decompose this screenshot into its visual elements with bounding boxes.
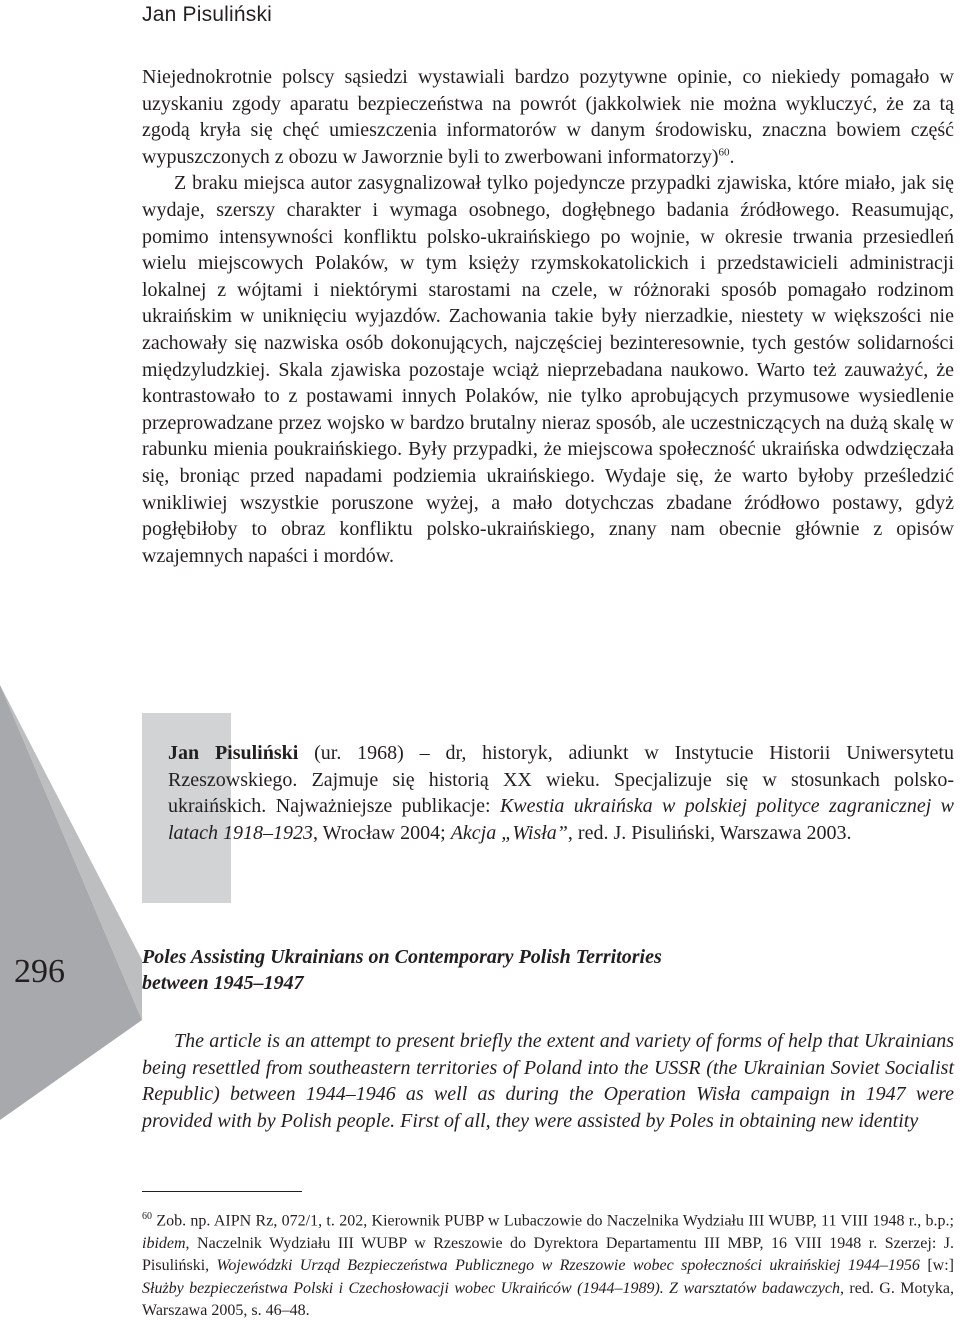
bio-author-name: Jan Pisuliński — [168, 742, 299, 764]
footnote-ref-60[interactable]: 60 — [718, 146, 730, 159]
english-title-line-2: between 1945–1947 — [142, 972, 304, 994]
footnote-number: 60 — [142, 1211, 152, 1222]
english-abstract: The article is an attempt to present briefly the extent and variety of forms of help that Ukrainians being resettled from southeastern territories of Poland into the USSR (the Ukrainian Soviet Socialist Republic) between 1944–1946 as well as during the Operation Wisła campaign in 1947 were provided with by Polish people. First of all, they were assisted by Poles in obtaining new identity — [142, 1030, 954, 1132]
author-bio: Jan Pisuliński (ur. 1968) – dr, historyk, adiunkt w Instytucie Historii Uniwersytetu Rzeszowskiego. Zajmuje się historią XX wieku. Specjalizuje się w stosunkach polsko-ukraińskich. Najważniejsze publikacje: Kwestia ukraińska w polskiej polityce zagranicznej w latach 1918–1923, Wrocław 2004; Akcja „Wisła”, red. J. Pisuliński, Warszawa 2003. — [168, 742, 954, 844]
running-head-author: Jan Pisuliński — [142, 3, 273, 26]
footnote-cited-title-1: Wojewódzki Urząd Bezpieczeństwa Publicznego w Rzeszowie wobec społeczności ukraińskiej 1944–1956 — [216, 1257, 920, 1275]
main-text — [142, 64, 954, 569]
footnote-cited-title-2: Służby bezpieczeństwa Polski i Czechosłowacji wobec Ukraińców (1944–1989). Z warsztatów badawczych — [142, 1279, 841, 1297]
page-number: 296 — [14, 953, 65, 990]
bio-book-1: Kwestia ukraińska w polskiej polityce zagranicznej w latach 1918–1923 — [168, 795, 954, 844]
bio-book-2: Akcja „Wisła” — [450, 821, 568, 844]
english-title — [142, 944, 954, 996]
paragraph-1: Niejednokrotnie polscy sąsiedzi wystawiali bardzo pozytywne opinie, co niekiedy pomagało w uzyskaniu zgody aparatu bezpieczeństwa na powrót (jakkolwiek nie można wykluczyć, że za tą zgodą kryła się chęć umieszczenia informatorów w danym środowisku, znaczna bowiem część wypuszczonych z obozu w Jaworznie byli to zwerbowani informatorzy)$^{60}$. — [142, 66, 954, 168]
paragraph-2: Z braku miejsca autor zasygnalizował tylko pojedyncze przypadki zjawiska, które miało, jak się wydaje, szerszy charakter i wymaga osobnego, dogłębnego badania źródłowego. Reasumując, pomimo intensywności konfliktu polsko-ukraińskiego po wojnie, w okresie trwania przesiedleń wielu miejscowych Polaków, w tym księży rzymskokatolickich i przedstawicieli administracji lokalnej z wójtami i niektórymi starostami na czele, w różnoraki sposób pomagało rodzinom ukraińskim w uniknięciu wyjazdów. Zachowania takie były nierzadkie, niestety w większości nie zachowały się nazwiska osób dokonujących, najczęściej bezinteresownie, tych gestów solidarności międzyludzkiej. Skala zjawiska pozostaje wciąż nieprzebadana naukowo. Warto też zauważyć, że kontrastowało to z postawami innych Polaków, nie tylko aprobujących przymusowe wysiedlenie przeprowadzane przez wojsko w bardzo brutalny nieraz sposób, ale uczestniczących na dużą skalę w rabunku mienia poukraińskiego. Były przypadki, że miejscowa społeczność ukraińska odwdzięczała się, broniąc przed napadami podziemia ukraińskiego. Wydaje się, że warto byłoby prześledzić wnikliwiej wszystkie poruszone wyżej, a mało dotychczas zbadane źródłowo postawy, gdyż pogłębiłoby to obraz konfliktu polsko-ukraińskiego, znany nam obecnie głównie z opisów wzajemnych napaści i mordów. — [142, 172, 954, 567]
footnote-60: $^{60}$ Zob. np. AIPN Rz, 072/1, t. 202, Kierownik PUBP w Lubaczowie do Naczelnika Wydziału III WUBP, 11 VIII 1948 r., b.p.; ibidem, Naczelnik Wydziału III WUBP w Rzeszowie do Dyrektora Departamentu III MBP, 16 VIII 1948 r. Szerzej: J. Pisuliński, Wojewódzki Urząd Bezpieczeństwa Publicznego w Rzeszowie wobec społeczności ukraińskiej 1944–1956 [w:] Służby bezpieczeństwa Polski i Czechosłowacji wobec Ukraińców (1944–1989). Z warsztatów badawczych, red. G. Motyka, Warszawa 2005, s. 46–48. — [142, 1211, 954, 1320]
english-title-line-1: Poles Assisting Ukrainians on Contemporary Polish Territories — [142, 946, 662, 968]
footnote-separator — [142, 1191, 302, 1192]
decorative-gray-triangle — [0, 0, 142, 1342]
